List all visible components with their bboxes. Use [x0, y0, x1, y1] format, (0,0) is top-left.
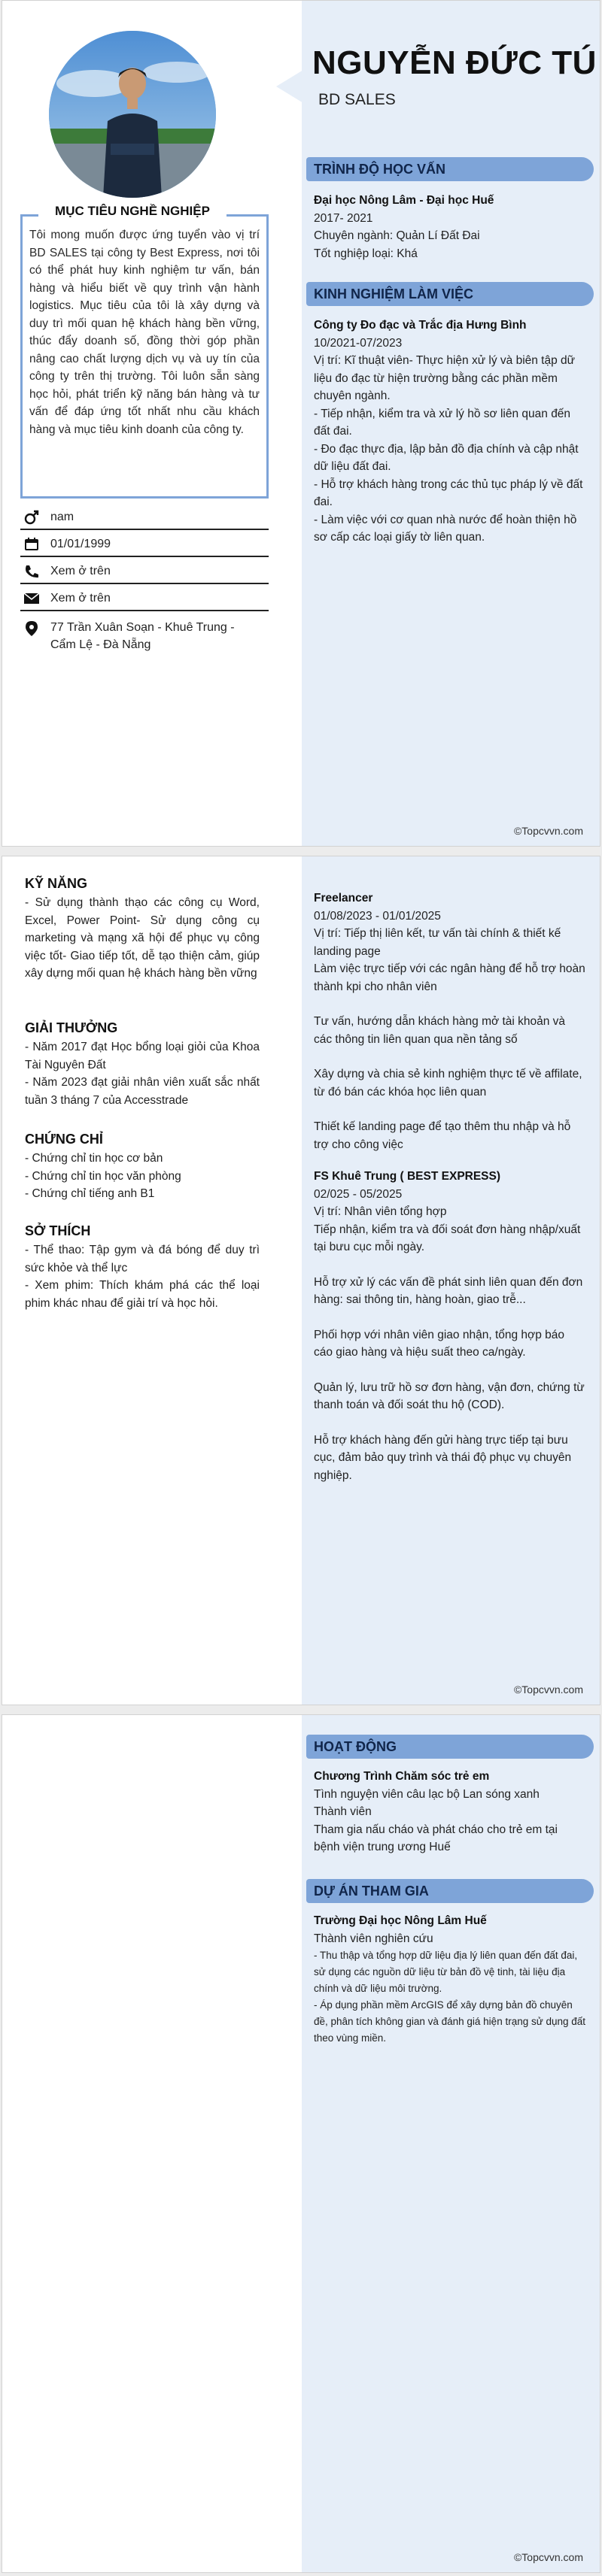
- awards-list: [25, 1038, 260, 1109]
- job-line: - Đo đạc thực địa, lập bản đồ địa chính và cập nhật dữ liệu đất đai.: [314, 442, 579, 473]
- project-name: Trường Đại học Nông Lâm Huế: [314, 1914, 487, 1927]
- job-company: Công ty Đo đạc và Trắc địa Hưng Bình: [314, 319, 527, 332]
- contact-gender: [20, 505, 269, 530]
- header-pointer: [276, 70, 303, 103]
- skills-text: - Sử dụng thành thạo các công cụ Word, Excel, Power Point- Sử dụng công cụ marketing và mạng xã hội để phục vụ công việc tốt- Giao tiếp tốt, dễ tạo thiện cảm, giúp xây dựng mối quan hệ khách hàng bền vững: [25, 896, 260, 980]
- projects-title: DỰ ÁN THAM GIA: [314, 1884, 429, 1899]
- job-line: Quản lý, lưu trữ hồ sơ đơn hàng, vận đơn, chứng từ thanh toán và đối soát thu hộ (COD).: [314, 1380, 585, 1411]
- calendar-icon: [23, 537, 40, 552]
- contact-email: [20, 586, 269, 611]
- job-line: Tiếp nhận, kiểm tra và đối soát đơn hàng nhập/xuất tại bưu cục mỗi ngày.: [314, 1223, 581, 1253]
- certificate-item: - Chứng chỉ tin học văn phòng: [25, 1169, 181, 1183]
- contact-text: 77 Trần Xuân Soạn - Khuê Trung - Cẩm Lệ - Đà Nẵng: [50, 621, 235, 651]
- education-header: [306, 157, 594, 181]
- objective-text: Tôi mong muốn được ứng tuyển vào vị trí BD SALES tại công ty Best Express, nơi tôi có thể phát huy kinh nghiệm tư vấn, bán hàng và hiểu biết về quy trình vận hành logistics. Mục tiêu của tôi là xây dựng và duy trì mối quan hệ khách hàng bền vững, thúc đẩy doanh số, đồng thời góp phần nâng cao chất lượng dịch vụ và uy tín của công ty trên thị trường. Tôi luôn sẵn sàng học hỏi, phát triển kỹ năng bán hàng và tư vấn để đáp ứng tốt nhất nhu cầu khách hàng và mục tiêu kinh doanh của công ty.: [29, 229, 260, 436]
- project-line: - Thu thập và tổng hợp dữ liệu địa lý liên quan đến đất đai, sử dụng các nguồn dữ liệu từ bản đồ vệ tinh, tài liệu địa chính và dữ liệu môi trường.: [314, 1950, 578, 1994]
- activity-line: Thành viên: [314, 1805, 372, 1818]
- job-line: - Tiếp nhận, kiểm tra và xử lý hồ sơ liên quan đến đất đai.: [314, 407, 571, 438]
- mail-icon: [23, 591, 40, 606]
- project-role: Thành viên nghiên cứu: [314, 1932, 433, 1945]
- activity-line: Tình nguyện viên câu lạc bộ Lan sóng xanh: [314, 1787, 540, 1801]
- activities-section: [314, 1768, 586, 1856]
- job-line: Tư vấn, hướng dẫn khách hàng mở tài khoản và các thông tin liên quan qua nền tảng số: [314, 1015, 566, 1046]
- certificates-list: [25, 1150, 260, 1203]
- job-company: FS Khuê Trung ( BEST EXPRESS): [314, 1170, 501, 1183]
- job-item: [314, 889, 586, 1153]
- job-line: Xây dựng và chia sẻ kinh nghiệm thực tế về affilate, từ đó bán các khóa học liên quan: [314, 1068, 582, 1099]
- education-title: TRÌNH ĐỘ HỌC VẤN: [314, 162, 445, 177]
- certificate-item: - Chứng chỉ tiếng anh B1: [25, 1187, 155, 1200]
- experience-title: KINH NGHIỆM LÀM VIỆC: [314, 286, 474, 302]
- job-period: 02/025 - 05/2025: [314, 1187, 403, 1201]
- gender-icon: [23, 510, 40, 525]
- job-line: Hỗ trợ khách hàng đến gửi hàng trực tiếp tại bưu cục, đảm bảo quy trình và thái độ phục vụ chuyên nghiệp.: [314, 1433, 572, 1482]
- activities-title: HOẠT ĐỘNG: [314, 1739, 397, 1754]
- job-line: Vị trí: Nhân viên tổng hợp: [314, 1205, 447, 1218]
- candidate-name: NGUYỄN ĐỨC TÚ: [312, 44, 597, 81]
- activity-line: Tham gia nấu cháo và phát cháo cho trẻ em tại bệnh viện trung ương Huế: [314, 1823, 558, 1853]
- location-icon: [25, 620, 38, 637]
- hobbies-title: SỞ THÍCH: [25, 1223, 91, 1238]
- education-years: 2017- 2021: [314, 211, 373, 225]
- job-item: [314, 317, 586, 547]
- hobby-item: - Thể thao: Tập gym và đá bóng để duy trì sức khỏe và thể lực: [25, 1244, 260, 1274]
- activities-header: [306, 1735, 594, 1759]
- certificate-item: - Chứng chỉ tin học cơ bản: [25, 1152, 163, 1165]
- education-major: Chuyên ngành: Quản Lí Đất Đai: [314, 229, 480, 242]
- award-item: - Năm 2017 đạt Học bổng loại giỏi của Khoa Tài Nguyên Đất: [25, 1041, 260, 1071]
- education-section: [314, 192, 586, 262]
- footer-mark: ©Topcvvn.com: [513, 825, 583, 837]
- contact-text: nam: [50, 511, 74, 523]
- activity-name: Chương Trình Chăm sóc trẻ em: [314, 1770, 490, 1783]
- contact-phone: [20, 559, 269, 584]
- job-line: Vị trí: Tiếp thị liên kết, tư vấn tài chính & thiết kế landing page: [314, 927, 561, 958]
- hobbies-list: [25, 1241, 260, 1312]
- contact-text: Xem ở trên: [50, 565, 111, 577]
- job-line: - Làm việc với cơ quan nhà nước để hoàn thiện hồ sơ cấp các loại giấy tờ liên quan.: [314, 513, 577, 544]
- job-line: Thiết kế landing page để tạo thêm thu nhập và hỗ trợ cho công việc: [314, 1120, 571, 1151]
- candidate-role: BD SALES: [318, 91, 396, 108]
- job-line: Làm việc trực tiếp với các ngân hàng để hỗ trợ hoàn thành kpi cho nhân viên: [314, 962, 585, 993]
- job-line: Hỗ trợ xử lý các vấn đề phát sinh liên quan đến đơn hàng: sai thông tin, hàng hoàn, giao trễ...: [314, 1275, 583, 1306]
- hobby-item: - Xem phim: Thích khám phá các thể loại phim khác nhau để giải trí và học hỏi.: [25, 1279, 260, 1310]
- job-line: Phối hợp với nhân viên giao nhận, tổng hợp báo cáo giao hàng và hiệu suất theo ca/ngày.: [314, 1328, 564, 1359]
- objective-title: MỤC TIÊU NGHỀ NGHIỆP: [38, 204, 227, 219]
- phone-icon: [23, 564, 40, 579]
- footer-mark: ©Topcvvn.com: [513, 2551, 583, 2563]
- contact-text: Xem ở trên: [50, 592, 111, 605]
- avatar: [49, 31, 216, 198]
- contact-text: 01/01/1999: [50, 538, 111, 550]
- projects-header: [306, 1879, 594, 1903]
- job-line: Vị trí: Kĩ thuật viên- Thực hiện xử lý và biên tập dữ liệu đo đạc từ hiện trường bằng các phần mềm chuyên ngành.: [314, 354, 576, 402]
- cv-page-3: [2, 1714, 600, 2573]
- project-line: - Áp dụng phần mềm ArcGIS để xây dựng bản đồ chuyên đề, phân tích không gian và đánh giá hiện trạng sử dụng đất theo vùng miền.: [314, 1999, 586, 2044]
- job-line: - Hỗ trợ khách hàng trong các thủ tục pháp lý về đất đai.: [314, 477, 583, 508]
- avatar-photo: [49, 31, 216, 198]
- job-item: [314, 1168, 586, 1484]
- certificates-title: CHỨNG CHỈ: [25, 1132, 103, 1147]
- cv-page-1: [2, 0, 600, 847]
- contact-birthday: [20, 532, 269, 557]
- job-company: Freelancer: [314, 892, 373, 905]
- job-period: 01/08/2023 - 01/01/2025: [314, 909, 441, 923]
- projects-section: [314, 1912, 586, 2047]
- education-school: Đại học Nông Lâm - Đại học Huế: [314, 194, 494, 207]
- job-period: 10/2021-07/2023: [314, 336, 403, 350]
- education-grade: Tốt nghiệp loại: Khá: [314, 247, 418, 260]
- award-item: - Năm 2023 đạt giải nhân viên xuất sắc nhất tuần 3 tháng 7 của Accesstrade: [25, 1076, 260, 1107]
- skills-title: KỸ NĂNG: [25, 876, 88, 891]
- cv-page-2: [2, 856, 600, 1705]
- footer-mark: ©Topcvvn.com: [513, 1683, 583, 1696]
- experience-header: [306, 282, 594, 306]
- awards-title: GIẢI THƯỞNG: [25, 1020, 118, 1035]
